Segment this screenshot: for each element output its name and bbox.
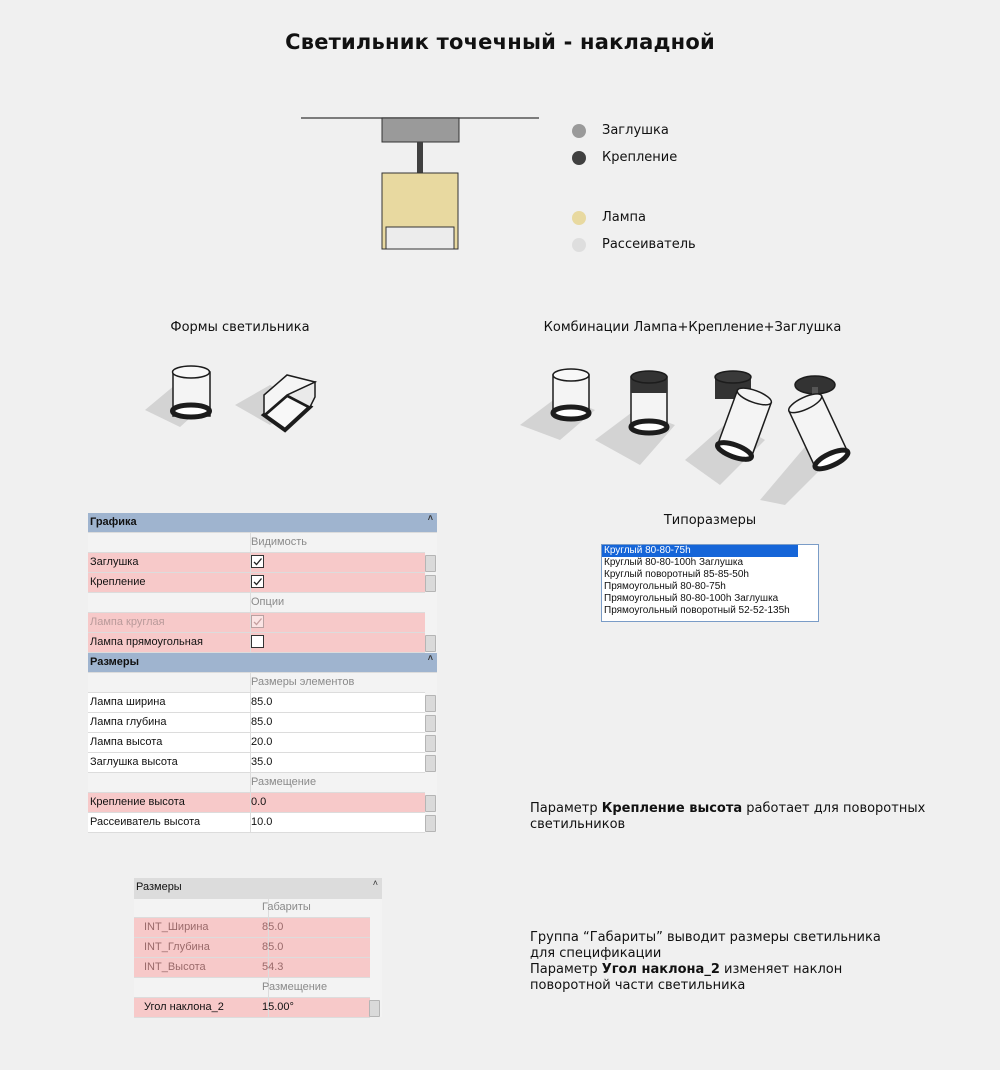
luminaire-schematic <box>295 108 545 258</box>
property-row[interactable] <box>88 813 425 833</box>
property-name: INT_Высота <box>134 958 269 977</box>
diffuser-part <box>386 227 454 249</box>
group-title: Размеры <box>136 881 182 893</box>
property-name: INT_Ширина <box>134 918 269 937</box>
note1-line2: светильников <box>530 817 626 832</box>
check-icon <box>252 556 263 567</box>
collapse-icon[interactable]: ˄ <box>372 878 378 888</box>
property-row[interactable] <box>88 573 425 593</box>
check-icon <box>252 616 263 627</box>
property-name: Крепление <box>88 573 251 592</box>
property-value <box>249 613 264 632</box>
mount-part <box>417 142 423 173</box>
group-title: Размеры <box>90 656 140 668</box>
legend-label: Крепление <box>602 150 678 165</box>
types-caption: Типоразмеры <box>663 513 757 528</box>
types-list[interactable] <box>601 544 819 622</box>
combos-caption: Комбинации Лампа+Крепление+Заглушка <box>543 320 842 335</box>
combo-lamp-only <box>553 369 589 419</box>
type-option[interactable]: Круглый 80-80-75h <box>602 545 798 557</box>
property-value: 15.00° <box>262 1001 294 1013</box>
group-title: Графика <box>90 516 137 528</box>
properties-grid-dimensions <box>134 878 382 1017</box>
property-name: Рассеиватель высота <box>88 813 251 832</box>
square-luminaire-shape <box>264 375 315 430</box>
property-name: Заглушка высота <box>88 753 251 772</box>
note2-line3-bold: Угол наклона_2 <box>601 962 720 977</box>
note2-line3-post: изменяет наклон <box>719 962 843 977</box>
check-icon <box>252 576 263 587</box>
checkbox[interactable] <box>251 635 264 648</box>
note-mount-height <box>530 801 950 833</box>
checkbox[interactable] <box>251 555 264 568</box>
collapse-icon[interactable]: ˄ <box>427 653 433 663</box>
property-row[interactable] <box>134 998 370 1018</box>
property-row[interactable] <box>88 753 425 773</box>
note2-line2: для спецификации <box>530 946 662 961</box>
legend-label: Лампа <box>602 210 647 225</box>
property-value <box>249 633 264 652</box>
property-name: Угол наклона_2 <box>134 998 269 1017</box>
property-value: 20.0 <box>251 736 273 748</box>
property-name: Лампа высота <box>88 733 251 752</box>
property-name <box>134 898 269 917</box>
property-name: INT_Глубина <box>134 938 269 957</box>
group-header[interactable] <box>88 513 437 533</box>
property-name: Лампа прямоугольная <box>88 633 251 652</box>
forms-caption: Формы светильника <box>170 320 310 335</box>
property-name <box>88 593 251 612</box>
property-name: Лампа круглая <box>88 613 251 632</box>
property-name <box>88 533 251 552</box>
legend-swatch <box>572 238 586 252</box>
property-value: Размещение <box>251 776 317 788</box>
row-scroll-handle[interactable] <box>425 735 436 752</box>
property-row[interactable] <box>88 533 425 553</box>
property-row[interactable] <box>88 593 425 613</box>
round-luminaire-shape <box>173 366 211 417</box>
note2-line1: Группа “Габариты” выводит размеры светильника <box>530 930 881 945</box>
combo-lamp-cap <box>631 371 667 433</box>
property-row[interactable] <box>88 793 425 813</box>
row-scroll-handle[interactable] <box>425 695 436 712</box>
group-header[interactable] <box>88 653 437 673</box>
forms-illustration <box>140 355 340 440</box>
note1-post: работает для поворотных <box>742 801 926 816</box>
property-value: 85.0 <box>251 716 273 728</box>
property-row[interactable] <box>134 918 370 938</box>
properties-grid-main <box>88 513 437 832</box>
property-row[interactable] <box>88 613 425 633</box>
type-option[interactable]: Круглый поворотный 85-85-50h <box>604 569 749 580</box>
row-scroll-handle[interactable] <box>425 555 436 572</box>
property-row[interactable] <box>88 633 425 653</box>
checkbox[interactable] <box>251 615 264 628</box>
note2-line4: поворотной части светильника <box>530 978 746 993</box>
property-value: Видимость <box>251 536 307 548</box>
property-value: 85.0 <box>262 941 284 953</box>
property-row[interactable] <box>88 553 425 573</box>
property-name: Крепление высота <box>88 793 251 812</box>
property-name <box>134 978 269 997</box>
combo-rotating-cap <box>715 371 773 463</box>
legend-label: Заглушка <box>602 123 669 138</box>
property-name: Лампа глубина <box>88 713 251 732</box>
legend-swatch <box>572 151 586 165</box>
property-value: 85.0 <box>262 921 284 933</box>
property-value: Размещение <box>262 981 328 993</box>
collapse-icon[interactable]: ˄ <box>427 513 433 523</box>
property-name <box>88 773 251 792</box>
note1-bold: Крепление высота <box>601 801 743 816</box>
cap-part <box>382 118 459 142</box>
type-option[interactable]: Прямоугольный 80-80-75h <box>604 581 726 592</box>
note2-line3-pre: Параметр <box>530 962 602 977</box>
property-name: Заглушка <box>88 553 251 572</box>
property-row[interactable] <box>134 938 370 958</box>
property-value: Габариты <box>262 901 311 913</box>
property-value: 85.0 <box>251 696 273 708</box>
property-row[interactable] <box>88 673 425 693</box>
property-value <box>249 573 264 592</box>
row-scroll-handle[interactable] <box>425 795 436 812</box>
property-value <box>249 553 264 572</box>
property-value: 10.0 <box>251 816 273 828</box>
type-option[interactable]: Прямоугольный 80-80-100h Заглушка <box>604 593 779 604</box>
group-header[interactable] <box>134 878 382 899</box>
page-title: Светильник точечный - накладной <box>285 30 715 54</box>
property-row[interactable] <box>88 693 425 713</box>
property-row[interactable] <box>134 978 370 998</box>
row-scroll-handle[interactable] <box>425 755 436 772</box>
legend-swatch <box>572 211 586 225</box>
row-scroll-handle[interactable] <box>425 575 436 592</box>
property-name <box>88 673 251 692</box>
property-value: Размеры элементов <box>251 676 355 688</box>
row-scroll-handle[interactable] <box>425 635 436 652</box>
property-row[interactable] <box>88 733 425 753</box>
row-scroll-handle[interactable] <box>425 815 436 832</box>
legend-label: Рассеиватель <box>602 237 696 252</box>
type-option[interactable]: Круглый 80-80-100h Заглушка <box>604 557 744 568</box>
property-name: Лампа ширина <box>88 693 251 712</box>
property-row[interactable] <box>134 958 370 978</box>
property-row[interactable] <box>88 713 425 733</box>
note1-pre: Параметр <box>530 801 602 816</box>
row-scroll-handle[interactable] <box>369 1000 380 1017</box>
legend-swatch <box>572 124 586 138</box>
property-value: 0.0 <box>251 796 267 808</box>
property-row[interactable] <box>134 898 370 918</box>
row-scroll-handle[interactable] <box>425 715 436 732</box>
type-option[interactable]: Прямоугольный поворотный 52-52-135h <box>604 605 790 616</box>
note-dimensions <box>530 930 950 994</box>
property-value: 54.3 <box>262 961 284 973</box>
property-value: Опции <box>251 596 285 608</box>
property-value: 35.0 <box>251 756 273 768</box>
checkbox[interactable] <box>251 575 264 588</box>
property-row[interactable] <box>88 773 425 793</box>
combos-illustration <box>515 365 875 505</box>
